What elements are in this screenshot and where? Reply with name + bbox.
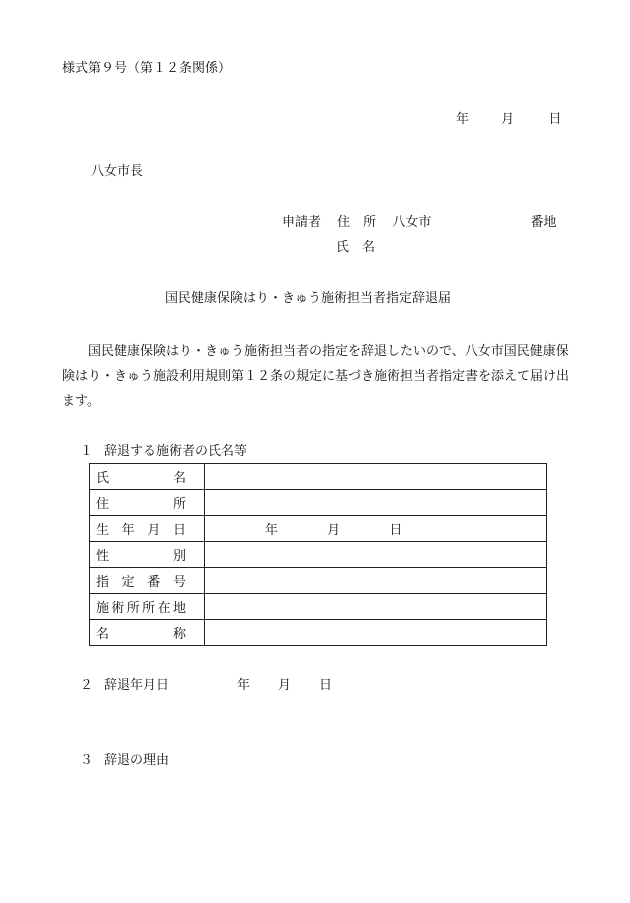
section-2-number: ２ [80,678,94,693]
section-1-heading [80,445,247,458]
label-char: 在 [157,601,171,616]
birth-month-label: 月 [327,523,341,538]
practitioner-info-table [89,463,547,646]
applicant-address-label: 住 所 [337,215,377,230]
label-char: 性 [96,549,110,564]
section-3-number: ３ [80,753,94,768]
label-char: 号 [172,575,186,590]
table-row-name [90,464,547,490]
clinic-name-value-cell[interactable] [205,620,547,646]
row-label-gender [96,545,186,564]
label-char: 所 [172,497,186,512]
withdrawal-year-label: 年 [237,678,251,693]
table-row-address [90,490,547,516]
applicant-address-line [282,216,556,229]
label-char: 術 [111,601,125,616]
date-day-label: 日 [548,112,562,127]
designation-number-value-cell[interactable] [205,568,547,594]
label-char: 称 [172,627,186,642]
submission-date [456,113,561,126]
withdrawal-month-label: 月 [278,678,292,693]
label-char: 所 [126,601,140,616]
applicant-label: 申請者 [282,215,322,230]
table-row-designation-number [90,568,547,594]
label-char: 氏 [96,471,110,486]
clinic-location-value-cell[interactable] [205,594,547,620]
section-3-heading [80,754,169,767]
table-row-gender [90,542,547,568]
label-char: 住 [96,497,110,512]
date-month-label: 月 [501,112,515,127]
applicant-name-label: 氏 名 [336,240,376,255]
section-1-number: １ [80,444,94,459]
applicant-banchi: 番地 [530,215,557,230]
date-year-label: 年 [456,112,470,127]
gender-value-cell[interactable] [205,542,547,568]
row-label-name [96,467,186,486]
label-char: 別 [172,549,186,564]
name-value-cell[interactable] [205,464,547,490]
section-3-title: 辞退の理由 [104,753,170,768]
table-row-birthdate [90,516,547,542]
section-2-heading [80,679,332,692]
label-char: 名 [172,471,186,486]
label-char: 月 [147,523,161,538]
row-label-clinic-name [96,623,186,642]
label-char: 地 [172,601,186,616]
section-1-title: 辞退する施術者の氏名等 [104,444,248,459]
addressee: 八女市長 [91,164,144,179]
withdrawal-day-label: 日 [319,678,333,693]
label-char: 定 [121,575,135,590]
label-char: 年 [121,523,135,538]
label-char: 生 [96,523,110,538]
row-label-birthdate [96,519,186,538]
label-char: 所 [142,601,156,616]
applicant-city: 八女市 [392,215,432,230]
body-text: 国民健康保険はり・きゅう施術担当者の指定を辞退したいので、八女市国民健康保険はり・きゅう施設利用規則第１２条の規定に基づき施術担当者指定書を添えて届け出ます。 [62,344,570,409]
table-row-clinic-name [90,620,547,646]
row-label-address [96,493,186,512]
label-char: 名 [96,627,110,642]
document-title: 国民健康保険はり・きゅう施術担当者指定辞退届 [165,291,452,306]
birth-day-label: 日 [389,523,403,538]
label-char: 施 [96,601,110,616]
address-value-cell[interactable] [205,490,547,516]
row-label-designation-number [96,571,186,590]
form-number: 様式第９号（第１２条関係） [62,61,232,76]
birth-year-label: 年 [265,523,279,538]
label-char: 番 [147,575,161,590]
table-row-clinic-location [90,594,547,620]
row-label-clinic-location [96,597,186,616]
label-char: 日 [172,523,186,538]
label-char: 指 [96,575,110,590]
birthdate-value-cell[interactable] [205,516,547,542]
section-2-title: 辞退年月日 [104,678,170,693]
